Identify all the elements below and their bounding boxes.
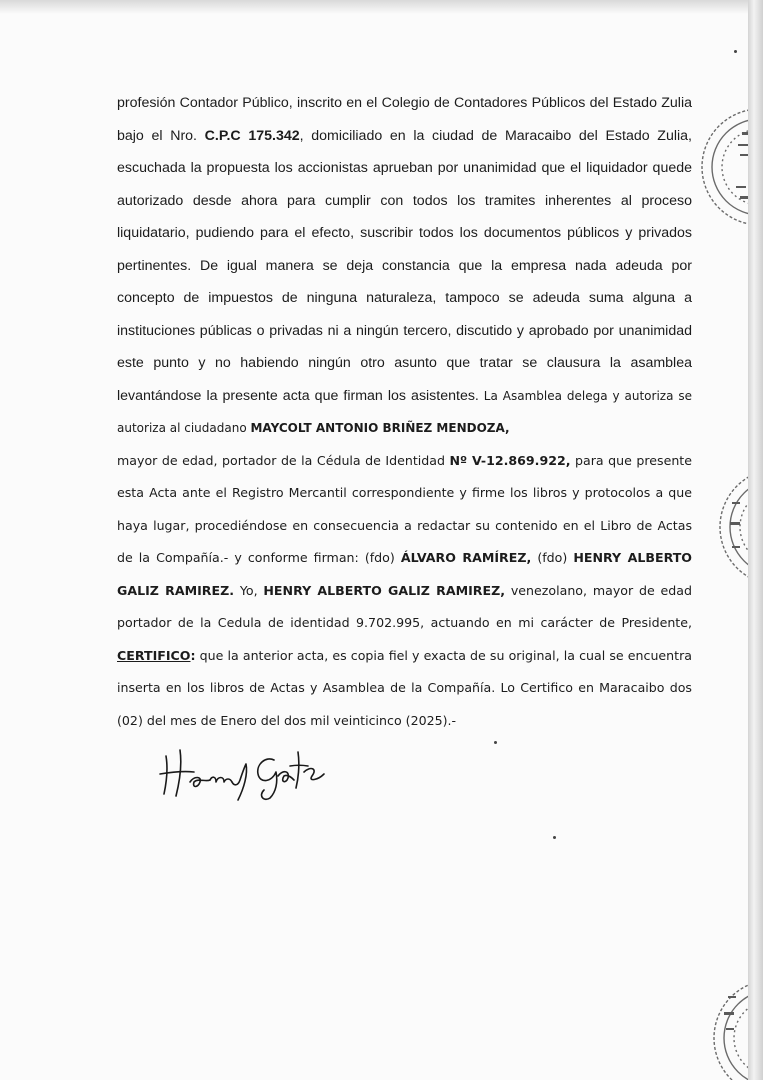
certifico-label: CERTIFICO — [117, 647, 191, 663]
document-body — [117, 87, 692, 737]
speck — [494, 741, 497, 744]
president-name: HENRY ALBERTO GALIZ RAMIREZ, — [263, 582, 506, 598]
delegation-text: venezolano, mayor de edad portador de la Cedula de identidad 9.702.995, actuando en mi carácter de Presidente, — [117, 582, 692, 630]
page-edge-shadow — [748, 0, 763, 1080]
delegate-name: MAYCOLT ANTONIO BRIÑEZ MENDOZA, — [250, 421, 510, 435]
stamp-seal-top — [690, 92, 748, 242]
cpc-number: C.P.C 175.342 — [204, 127, 300, 144]
paragraph-main — [117, 87, 692, 445]
signer-name: ÁLVARO RAMÍREZ, — [400, 550, 532, 565]
signer-name: HENRY ALBERTO GALIZ RAMIREZ. — [117, 550, 693, 598]
paragraph-text: , domiciliado en la ciudad de Maracaibo del Estado Zulia, escuchada la propuesta los accionistas aprueban por unanimidad que el liquidador quede autorizado desde ahora para cumplir con todos los tramites inherentes al proceso liquidatario, pudiendo para el efecto, suscribir todos los documentos públicos y privados pertinentes. De igual manera se deja constancia que la empresa nada adeuda por concepto de impuestos de ninguna naturaleza, tampoco se adeuda suma alguna a instituciones públicas o privadas ni a ningún tercero, discutido y aprobado por unanimidad este punto y no habiendo ningún otro asunto que tratar se clausura la asamblea levantándose la presente acta que firman los asistentes. — [117, 127, 693, 404]
delegation-text: mayor de edad, portador de la Cédula de Identidad — [117, 452, 450, 468]
delegate-id: Nº V-12.869.922, — [449, 452, 571, 468]
speck — [553, 836, 556, 839]
certification-text: que la anterior acta, es copia fiel y exacta de su original, la cual se encuentra inserta en los libros de Actas y Asamblea de la Compañía. Lo Certifico en Maracaibo dos (02) del mes de Enero del dos mil veinticinco (2025).- — [117, 647, 692, 728]
stamp-seal-bottom — [706, 968, 748, 1080]
delegation-text: La Asamblea delega y autoriza se autoriza al ciudadano — [117, 388, 692, 435]
delegation-text: (fdo) — [531, 550, 574, 565]
delegation-text: para que presente esta Acta ante el Registro Mercantil correspondiente y firme los libros y protocolos a que haya lugar, procediéndose en consecuencia a redactar su contenido en el Libro de Actas de la Compañía.- y conforme firman: (fdo) — [117, 452, 692, 565]
certifico-colon: : — [190, 647, 196, 663]
paragraph-certification — [117, 445, 692, 738]
paragraph-text: profesión Contador Público, inscrito en el Colegio de Contadores Públicos del Estado Zulia bajo el Nro. — [117, 95, 692, 144]
stamp-seal-middle — [716, 462, 748, 592]
handwritten-signature — [158, 738, 348, 808]
delegation-text: Yo, — [234, 582, 264, 598]
speck — [734, 50, 737, 53]
